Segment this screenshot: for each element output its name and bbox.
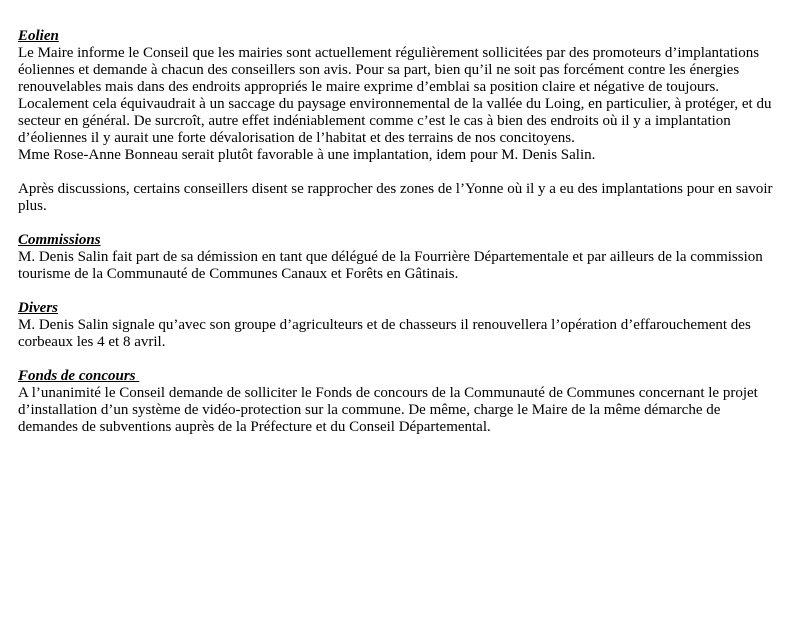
paragraph-eolien-maire: Le Maire informe le Conseil que les mairies sont actuellement régulièrement sollicitées par des promoteurs d’implantations éoliennes et demande à chacun des conseillers son avis. Pour sa part, bien qu’il ne soit pas forcément contre les énergies renouvelables mais dans des endroits appropriés le maire exprime d’emblai sa position claire et négative de toujours. Localement cela équivaudrait à un saccage du paysage environnemental de la vallée du Loing, en particulier, à protéger, et du secteur en général. De surcroît, autre effet indéniablement comme c’est le cas à bien des endroits où il y a implantation d’éoliennes il y aurait une forte dévalorisation de l’habitat et des terrains de nos concitoyens.: [18, 45, 772, 146]
section-heading-divers: Divers: [18, 300, 58, 316]
section-divers: [18, 300, 778, 351]
section-eolien: [18, 28, 778, 164]
section-heading-commissions: Commissions: [18, 232, 101, 248]
document-page: [18, 28, 778, 453]
paragraph-fonds-de-concours: A l’unanimité le Conseil demande de solliciter le Fonds de concours de la Communauté de Communes concernant le projet d’installation d’un système de vidéo-protection sur la commune. De même, charge le Maire de la même démarche de demandes de subventions auprès de la Préfecture et du Conseil Départemental.: [18, 385, 758, 435]
section-discussions: [18, 181, 778, 215]
paragraph-divers: M. Denis Salin signale qu’avec son groupe d’agriculteurs et de chasseurs il renouvellera l’opération d’effarouchement des corbeaux les 4 et 8 avril.: [18, 317, 751, 350]
paragraph-eolien-avis: Mme Rose-Anne Bonneau serait plutôt favorable à une implantation, idem pour M. Denis Salin.: [18, 147, 596, 163]
paragraph-commissions: M. Denis Salin fait part de sa démission en tant que délégué de la Fourrière Départementale et par ailleurs de la commission tourisme de la Communauté de Communes Canaux et Forêts en Gâtinais.: [18, 249, 763, 282]
section-heading-fonds-de-concours: Fonds de concours: [18, 368, 140, 384]
paragraph-discussions: Après discussions, certains conseillers disent se rapprocher des zones de l’Yonne où il y a eu des implantations pour en savoir plus.: [18, 181, 773, 214]
section-fonds-de-concours: [18, 368, 778, 436]
section-commissions: [18, 232, 778, 283]
section-heading-eolien: Eolien: [18, 28, 59, 44]
